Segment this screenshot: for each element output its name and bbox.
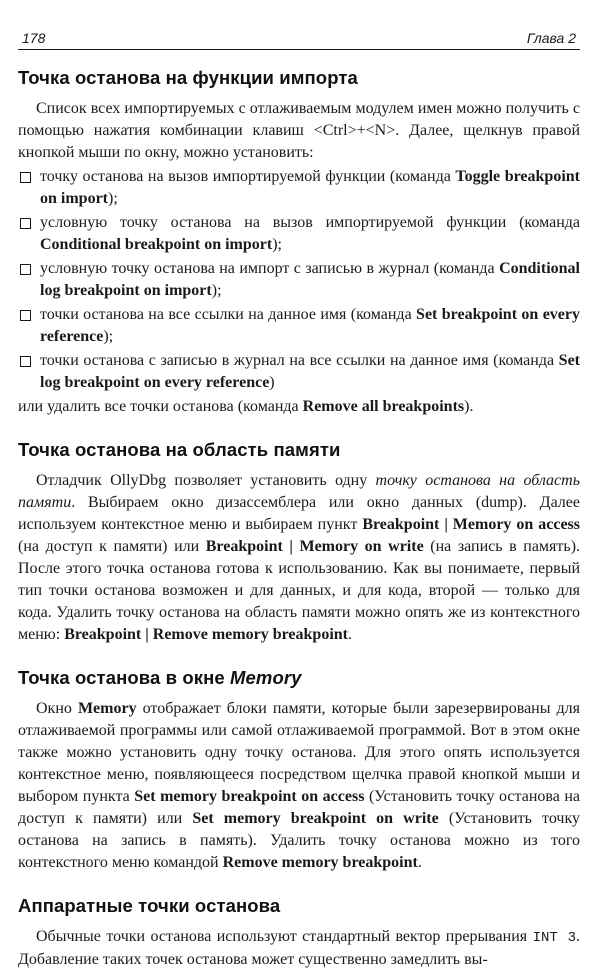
checkbox-bullet-icon <box>20 356 31 367</box>
command-name: Remove all breakpoints <box>302 398 465 415</box>
section-title-memory-window: Точка останова в окне Memory <box>18 667 302 688</box>
section1-intro: Список всех импортируемых с отлаживаемым модулем имен можно получить с помощью нажатия комбинации клавиш <Ctrl>+<N>. Далее, щелкнув правой кнопкой мыши по окну, можно установить: <box>18 100 580 161</box>
term-emphasis: точку останова на область памяти <box>18 472 580 511</box>
command-name: Set memory breakpoint on write <box>192 810 439 827</box>
command-name: Remove memory breakpoint <box>222 854 418 871</box>
command-name: Toggle breakpoint on import <box>40 168 580 207</box>
running-head <box>18 26 580 50</box>
section-title-hardware-breakpoints: Аппаратные точки останова <box>18 895 281 916</box>
code-snippet: INT 3 <box>532 930 576 946</box>
section2-paragraph: Отладчик OllyDbg позволяет установить одну точку останова на область памяти. Выбираем окно дизассемблера или окно данных (dump). Далее используем контекстное меню и выбираем пункт Breakpoint | Memory on access (на доступ к памяти) или Breakpoint | Memory on write (на запись в память). После этого точка останова готова к использованию. Как вы понимаете, первый тип точки останова возможен и для данных, и для кода, второй — только для кода. Удалить точку останова на область памяти можно опять же из контекстного меню: Breakpoint | Remove memory breakpoint. <box>18 472 581 643</box>
command-name: Set log breakpoint on every reference <box>40 352 580 391</box>
checkbox-bullet-icon <box>20 218 31 229</box>
section4-paragraph: Обычные точки останова используют стандартный вектор прерывания INT 3. Добавление таких точек останова может существенно замедлить вы- <box>18 928 580 968</box>
command-name: Set breakpoint on every reference <box>40 306 581 345</box>
section-title-import-breakpoints: Точка останова на функции импорта <box>18 67 358 88</box>
section-title-memory-breakpoint: Точка останова на область памяти <box>18 439 341 460</box>
page <box>18 26 580 971</box>
checkbox-bullet-icon <box>20 310 31 321</box>
list-item: условную точку останова на вызов импортируемой функции (команда Conditional breakpoint on import); <box>18 212 580 256</box>
list-item: точку останова на вызов импортируемой функции (команда Toggle breakpoint on import); <box>18 166 580 210</box>
command-name: Breakpoint | Memory on access <box>362 516 581 533</box>
section1-closing: или удалить все точки останова (команда Remove all breakpoints). <box>18 398 474 415</box>
checkbox-bullet-icon <box>20 172 31 183</box>
command-name: Breakpoint | Remove memory breakpoint <box>64 626 348 643</box>
chapter-title: Глава 2 <box>526 30 576 46</box>
page-number: 178 <box>22 30 46 46</box>
command-name: Set memory breakpoint on access <box>134 788 365 805</box>
list-item: точки останова на все ссылки на данное имя (команда Set breakpoint on every reference); <box>18 304 580 348</box>
section3-paragraph: Окно Memory отображает блоки памяти, которые были зарезервированы для отлаживаемой программы или самой отлаживаемой программой. Вот в этом окне также можно установить одну точку останова. Для этого опять используется контекстное меню, появляющееся посредством щелчка правой кнопкой мыши и выбором пункта Set memory breakpoint on access (Установить точку останова на доступ к памяти) или Set memory breakpoint on write (Установить точку останова на запись в память). Удалить точку останова можно из того контекстного меню командой Remove memory breakpoint. <box>18 700 580 871</box>
command-name: Conditional breakpoint on import <box>40 236 273 253</box>
breakpoint-options-list <box>18 166 580 394</box>
checkbox-bullet-icon <box>20 264 31 275</box>
command-name: Memory <box>77 700 137 717</box>
list-item: точки останова с записью в журнал на все ссылки на данное имя (команда Set log breakpoint on every reference) <box>18 350 580 394</box>
command-name: Conditional log breakpoint on import <box>40 260 580 299</box>
command-name: Breakpoint | Memory on write <box>205 538 424 555</box>
list-item: условную точку останова на импорт с записью в журнал (команда Conditional log breakpoint on import); <box>18 258 580 302</box>
